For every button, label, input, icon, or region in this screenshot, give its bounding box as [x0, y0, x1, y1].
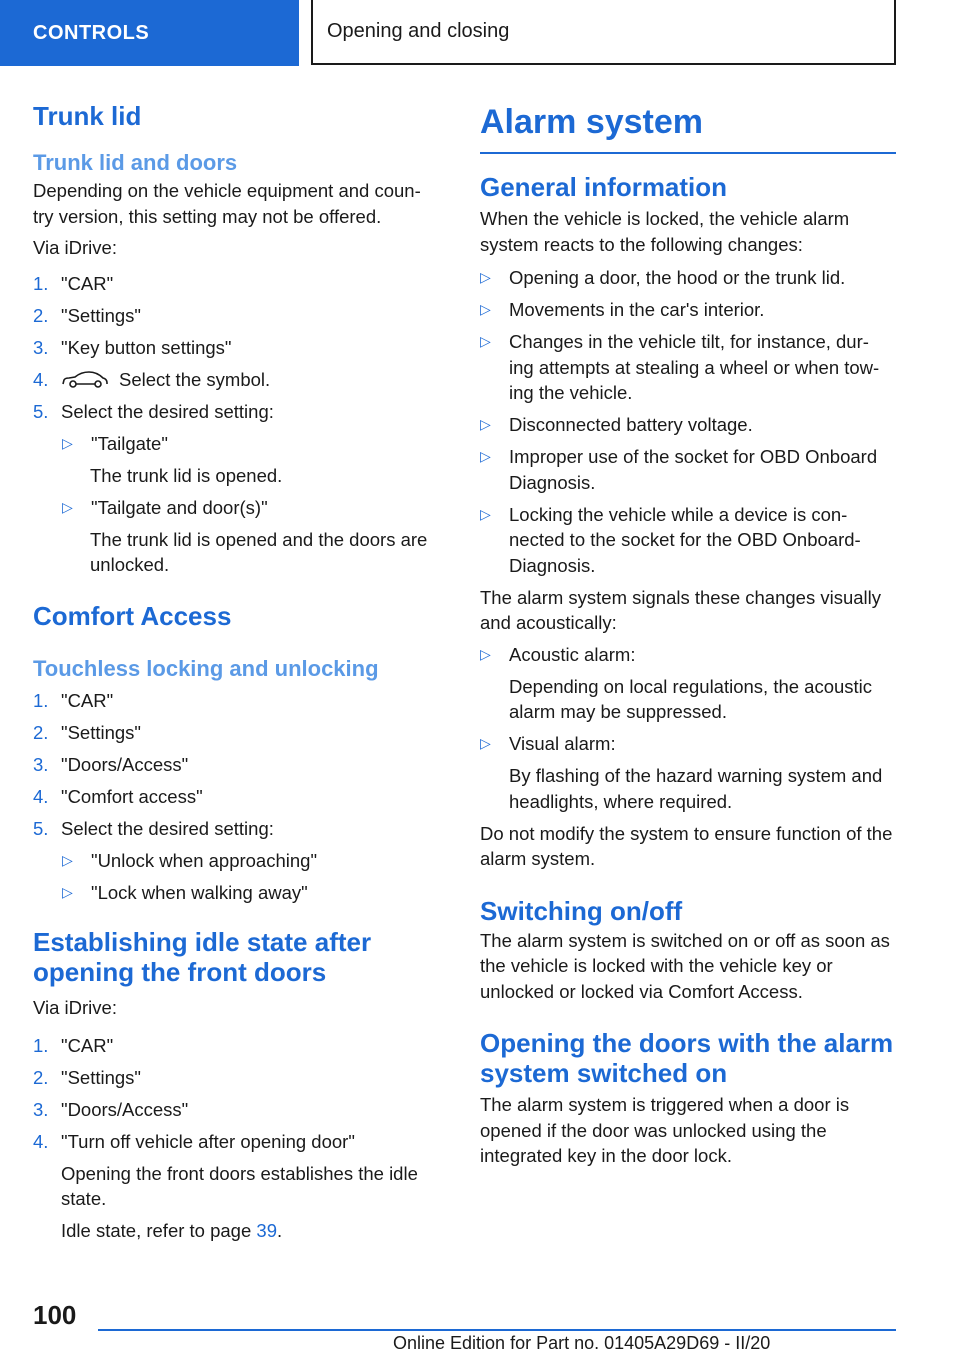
change-text: Movements in the car's interior.	[509, 299, 765, 320]
list-item	[33, 848, 445, 874]
signals-list	[480, 642, 896, 815]
step-number: 4.	[33, 1130, 49, 1152]
step-text: "Settings"	[61, 721, 141, 743]
step-number: 4.	[33, 785, 49, 807]
list-item	[480, 444, 896, 495]
option-text: "Tailgate"	[91, 432, 168, 454]
doors-paragraph: The alarm system is triggered when a door is opened if the door was unlocked using the integrated key in the door lock.	[480, 1094, 850, 1166]
list-item	[33, 399, 445, 425]
change-text: Opening a door, the hood or the trunk lid.	[509, 267, 846, 288]
list-item	[33, 1065, 445, 1091]
trunk-paragraph: Depending on the vehicle equipment and coun‐ try version, this setting may not be offered.	[33, 180, 421, 227]
step-number: 1.	[33, 1034, 49, 1056]
subheading-trunk-lid-doors: Trunk lid and doors	[33, 150, 238, 175]
change-text: Disconnected battery voltage.	[509, 414, 753, 435]
chapter-title: Opening and closing	[311, 0, 896, 65]
step-number: 3.	[33, 1098, 49, 1120]
trunk-via-idrive: Via iDrive:	[33, 237, 117, 258]
list-item	[480, 265, 896, 291]
triangle-right-icon: ▷	[62, 434, 73, 451]
step-text: "Doors/Access"	[61, 753, 189, 775]
list-item	[33, 335, 445, 361]
idle-steps-list	[33, 1033, 445, 1244]
trunk-steps-list	[33, 271, 445, 578]
change-text: Improper use of the socket for OBD Onboard Diagnosis.	[509, 446, 878, 493]
list-item	[33, 271, 445, 297]
left-column	[33, 100, 445, 1250]
page-number: 100	[33, 1300, 77, 1330]
option-description: The trunk lid is opened and the doors are unlocked.	[90, 528, 428, 575]
switch-paragraph: The alarm system is switched on or off as soon as the vehicle is locked with the vehicle key or unlocked or locked via Comfort Access.	[480, 929, 890, 1002]
signal-description: Depending on local regulations, the acoustic alarm may be suppressed.	[509, 675, 873, 722]
triangle-right-icon: ▷	[480, 735, 491, 751]
step-text: "Comfort access"	[61, 785, 203, 807]
heading-comfort-access: Comfort Access	[33, 600, 232, 631]
car-symbol-icon	[61, 371, 109, 389]
step-number: 3.	[33, 336, 49, 358]
list-item	[33, 1033, 445, 1059]
general-paragraph: When the vehicle is locked, the vehicle alarm system reacts to the following changes:	[480, 208, 850, 255]
list-item	[480, 412, 896, 438]
signal-description: By flashing of the hazard warning system and headlights, where required.	[509, 765, 883, 812]
list-item	[33, 495, 445, 521]
step-text: "CAR"	[61, 272, 114, 294]
step-text: "Turn off vehicle after opening door"	[61, 1130, 355, 1152]
step-text	[61, 367, 270, 393]
triangle-right-icon: ▷	[62, 498, 73, 515]
list-item	[33, 784, 445, 810]
list-item	[480, 502, 896, 579]
signals-paragraph: The alarm system signals these changes visually and acoustically:	[480, 586, 882, 633]
step-number: 4.	[33, 368, 49, 390]
step-text: "CAR"	[61, 1034, 114, 1056]
list-item	[480, 329, 896, 406]
list-item	[480, 297, 896, 323]
step-number: 1.	[33, 272, 49, 294]
signal-text: Acoustic alarm:	[509, 643, 636, 665]
idle-via-idrive: Via iDrive:	[33, 997, 117, 1018]
heading-trunk-lid: Trunk lid	[33, 101, 142, 131]
step-number: 1.	[33, 689, 49, 711]
list-item	[33, 688, 445, 714]
list-item	[33, 1097, 445, 1123]
step-number: 2.	[33, 304, 49, 326]
changes-list	[480, 265, 896, 578]
subheading-touchless: Touchless locking and unlocking	[33, 655, 379, 681]
triangle-right-icon: ▷	[62, 851, 73, 868]
list-item	[33, 816, 445, 842]
list-item	[33, 880, 445, 906]
triangle-right-icon: ▷	[62, 883, 73, 900]
option-text: "Lock when walking away"	[91, 881, 308, 903]
step-text: "CAR"	[61, 689, 114, 711]
section-tab: CONTROLS	[0, 0, 299, 66]
triangle-right-icon: ▷	[480, 269, 491, 285]
heading-opening-doors: Opening the doors with the alarm system switched on	[480, 1028, 894, 1088]
reference-text: Idle state, refer to page	[61, 1220, 257, 1241]
list-item	[480, 642, 896, 668]
triangle-right-icon: ▷	[480, 505, 491, 522]
step-text: Select the desired setting:	[61, 400, 274, 422]
modify-paragraph: Do not modify the system to ensure function of the alarm system.	[480, 822, 893, 869]
footer-divider	[98, 1329, 896, 1331]
step-text: Select the desired setting:	[61, 817, 274, 839]
list-item	[33, 752, 445, 778]
step-text: "Settings"	[61, 304, 141, 326]
signal-text: Visual alarm:	[509, 733, 616, 754]
change-text: Changes in the vehicle tilt, for instance, dur‐ ing attempts at stealing a wheel or when tow‐ ing the vehicle.	[509, 331, 880, 403]
page-link[interactable]: 39	[256, 1220, 277, 1241]
right-column	[480, 100, 896, 1169]
step-text: "Settings"	[61, 1066, 141, 1088]
step-number: 5.	[33, 817, 49, 839]
idle-reference	[33, 1218, 445, 1244]
triangle-right-icon: ▷	[480, 301, 491, 317]
option-text: "Unlock when approaching"	[91, 849, 318, 871]
comfort-steps-list	[33, 688, 445, 906]
triangle-right-icon: ▷	[480, 645, 491, 662]
step-text: "Key button settings"	[61, 336, 232, 358]
step-number: 5.	[33, 400, 49, 422]
list-item	[33, 431, 445, 457]
option-description: The trunk lid is opened.	[90, 464, 283, 486]
idle-note: Opening the front doors establishes the idle state.	[61, 1162, 418, 1209]
step-text: "Doors/Access"	[61, 1098, 189, 1120]
list-item	[480, 731, 896, 757]
heading-alarm-system: Alarm system	[480, 100, 896, 154]
reference-suffix: .	[276, 1220, 283, 1241]
triangle-right-icon: ▷	[480, 448, 491, 464]
list-item	[33, 1129, 445, 1155]
triangle-right-icon: ▷	[480, 333, 491, 349]
heading-switching: Switching on/off	[480, 895, 683, 926]
step-number: 2.	[33, 721, 49, 743]
list-item	[33, 720, 445, 746]
step-number: 3.	[33, 753, 49, 775]
edition-text: Online Edition for Part no. 01405A29D69 - II/20	[393, 1333, 771, 1353]
step-number: 2.	[33, 1066, 49, 1088]
heading-idle-state: Establishing idle state after opening the front doors	[33, 927, 372, 987]
change-text: Locking the vehicle while a device is con‐ nected to the socket for the OBD Onboard- Diagnosis.	[509, 503, 861, 576]
step-text-label: Select the symbol.	[119, 368, 271, 390]
list-item	[33, 367, 445, 393]
heading-general-info: General information	[480, 172, 728, 202]
triangle-right-icon: ▷	[480, 416, 491, 432]
list-item	[33, 303, 445, 329]
option-text: "Tailgate and door(s)"	[91, 496, 268, 518]
